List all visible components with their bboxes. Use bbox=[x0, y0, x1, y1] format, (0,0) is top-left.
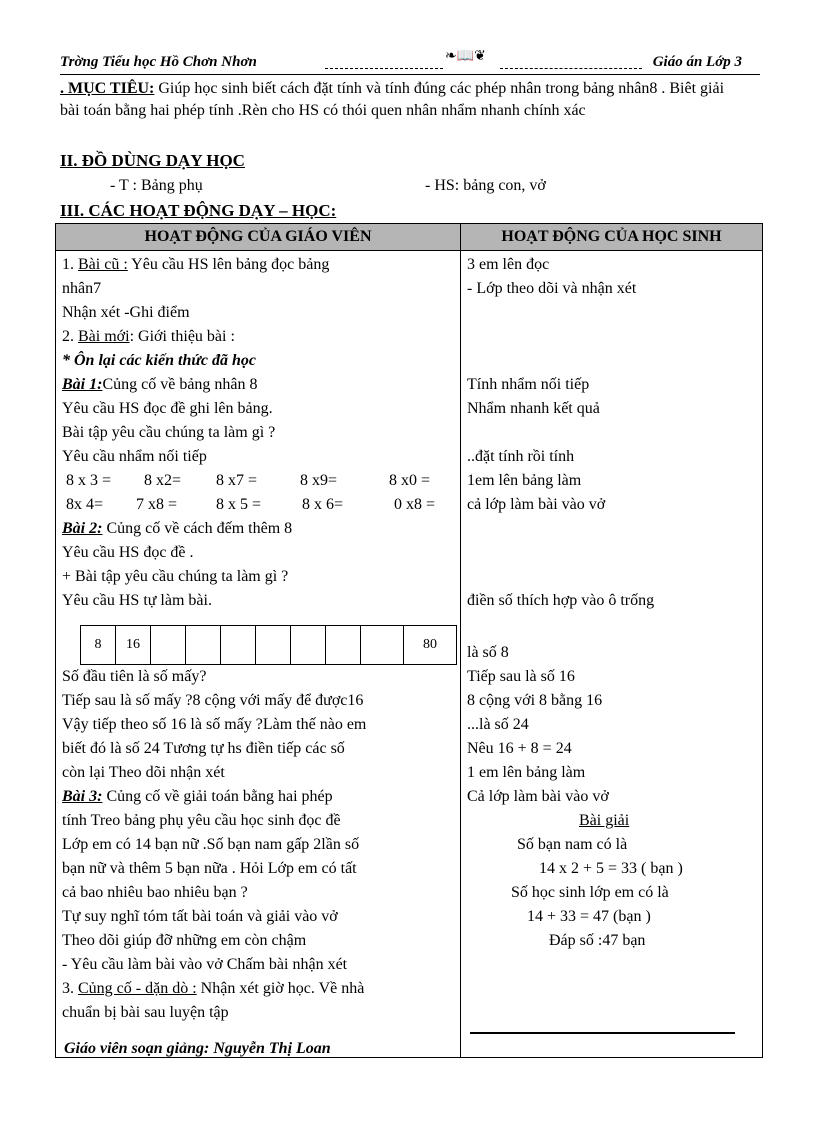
school-name: Trờng Tiểu học Hồ Chơn Nhơn bbox=[60, 54, 257, 70]
sequence-cell: 16 bbox=[116, 626, 151, 664]
teacher-line: cả bao nhiêu bao nhiêu bạn ? bbox=[62, 884, 248, 901]
teacher-line: Bài tập yêu cầu chúng ta làm gì ? bbox=[62, 424, 276, 441]
student-line: Nhẩm nhanh kết quả bbox=[467, 400, 600, 417]
teacher-line: Yêu cầu nhẩm nối tiếp bbox=[62, 448, 207, 465]
student-line: - Lớp theo dõi và nhận xét bbox=[467, 280, 637, 297]
teacher-line: Yêu cầu HS tự làm bài. bbox=[62, 592, 212, 609]
teacher-line: Vậy tiếp theo số 16 là số mấy ?Làm thế nào em bbox=[62, 716, 367, 733]
sequence-cell bbox=[361, 626, 404, 664]
materials-heading-text: II. ĐỒ DÙNG DẠY HỌC bbox=[60, 151, 245, 170]
teacher-line: biết đó là số 24 Tương tự hs điền tiếp các số bbox=[62, 740, 345, 757]
student-line: Số bạn nam có là bbox=[517, 836, 628, 853]
student-line: Số học sinh lớp em có là bbox=[511, 884, 669, 901]
teacher-line: Số đầu tiên là số mấy? bbox=[62, 668, 207, 685]
page-header bbox=[60, 49, 760, 74]
sequence-cell bbox=[256, 626, 291, 664]
sequence-cell bbox=[326, 626, 361, 664]
activities-heading bbox=[60, 200, 336, 222]
exercise-2-title: Bài 2: Củng cố về cách đếm thêm 8 bbox=[62, 520, 293, 537]
activities-heading-text: III. CÁC HOẠT ĐỘNG DẠY – HỌC: bbox=[60, 201, 337, 220]
student-line: 14 x 2 + 5 = 33 ( bạn ) bbox=[539, 860, 683, 877]
student-line: ..đặt tính rồi tính bbox=[467, 448, 575, 465]
student-line: điền số thích hợp vào ô trống bbox=[467, 592, 655, 609]
teacher-column: 1. Bài cũ : Yêu cầu HS lên bảng đọc bảng nhân7 Nhận xét -Ghi điểm 2. Bài mới: Giới thiệu bài : * Ôn lại các kiến thức đã học Bài 1:Củng cố về bảng nhân 8 Yêu cầu HS đọc đề ghi lên bảng. Bài tập yêu cầu chúng ta làm gì ? Yêu cầu nhẩm nối tiếp 8 x 3 = 8 x2= 8 x7 = 8 x9= 8 x0 = 8x 4= 7 x8 = 8 x 5 = 8 x 6= 0 x8 = Bài 2: Củng cố về cách đếm thêm 8 Yêu cầu HS đọc đề . + Bài tập yêu cầu chúng ta làm gì ? Yêu cầu HS tự làm bài. Số đầu tiên là số mấy? Tiếp sau là số mấy ?8 cộng với mấy để được16 Vậy tiếp theo số 16 là số mấy ?Làm thế nào em biết đó là số 24 Tương tự hs điền tiếp các số còn lại Theo dõi nhận xét Bài 3: Củng cố về giải toán bằng hai phép tính Treo bảng phụ yêu cầu học sinh đọc đề Lớp em có 14 bạn nữ .Số bạn nam gấp 2lần số bạn nữ và thêm 5 bạn nữa . Hỏi Lớp em có tất cả bao nhiêu bao nhiêu bạn ? Tự suy nghĩ tóm tất bài toán và giải vào vở Theo dõi giúp đỡ những em còn chậm - Yêu cầu làm bài vào vở Chấm bài nhận xét 3. Củng cố - dặn dò : Nhận xét giờ học. Về nhà chuẩn bị bài sau luyện tập bbox=[56, 251, 461, 1058]
column-header-student: HOẠT ĐỘNG CỦA HỌC SINH bbox=[461, 224, 763, 251]
teacher-signature: Giáo viên soạn giảng: Nguyễn Thị Loan bbox=[64, 1040, 331, 1057]
teacher-line: Lớp em có 14 bạn nữ .Số bạn nam gấp 2lần số bbox=[62, 836, 360, 853]
student-line: 1em lên bảng làm bbox=[467, 472, 582, 489]
sequence-cell bbox=[221, 626, 256, 664]
sequence-cell: 80 bbox=[423, 637, 437, 652]
counting-sequence-box bbox=[80, 625, 457, 665]
exercise-3-title: Bài 3: Củng cố về giải toán bằng hai phép bbox=[62, 788, 333, 805]
teacher-line: bạn nữ và thêm 5 bạn nữa . Hỏi Lớp em có tất bbox=[62, 860, 357, 877]
student-line: cả lớp làm bài vào vở bbox=[467, 496, 606, 513]
teacher-line: Yêu cầu HS đọc đề ghi lên bảng. bbox=[62, 400, 273, 417]
teacher-line: 2. Bài mới: Giới thiệu bài : bbox=[62, 328, 235, 345]
teacher-line: 1. Bài cũ : Yêu cầu HS lên bảng đọc bảng bbox=[62, 256, 330, 273]
subject-label: Giáo án Lớp 3 bbox=[652, 54, 742, 70]
student-line: 3 em lên đọc bbox=[467, 256, 550, 273]
teacher-line: Nhận xét -Ghi điểm bbox=[62, 304, 190, 321]
teacher-line: - Yêu cầu làm bài vào vở Chấm bài nhận xét bbox=[62, 956, 348, 973]
teacher-line: còn lại Theo dõi nhận xét bbox=[62, 764, 225, 781]
teacher-line: 3. Củng cố - dặn dò : Nhận xét giờ học. Về nhà bbox=[62, 980, 365, 997]
footer-rule bbox=[470, 1032, 735, 1034]
exercise-1-title: Bài 1:Củng cố về bảng nhân 8 bbox=[62, 376, 258, 393]
materials-heading bbox=[60, 150, 245, 172]
student-line: 14 + 33 = 47 (bạn ) bbox=[527, 908, 651, 925]
materials-student: - HS: bảng con, vở bbox=[425, 177, 546, 194]
objective-text: Giúp học sinh biết cách đặt tính và tính đúng các phép nhân trong bảng nhân8 . Biêt giải bài toán bằng hai phép tính .Rèn cho HS có thói quen nhân nhẩm nhanh chính xác bbox=[60, 80, 725, 119]
student-line: 8 cộng với 8 bằng 16 bbox=[467, 692, 603, 709]
header-rule bbox=[60, 74, 760, 75]
sequence-cell bbox=[151, 626, 186, 664]
student-line: Cả lớp làm bài vào vở bbox=[467, 788, 609, 805]
teacher-line: + Bài tập yêu cầu chúng ta làm gì ? bbox=[62, 568, 289, 585]
student-line: là số 8 bbox=[467, 644, 509, 661]
teacher-line: Yêu cầu HS đọc đề . bbox=[62, 544, 194, 561]
teacher-line: chuẩn bị bài sau luyện tập bbox=[62, 1004, 229, 1021]
header-dash-right bbox=[500, 68, 642, 69]
student-line: Tiếp sau là số 16 bbox=[467, 668, 575, 685]
sequence-cell: 8 bbox=[81, 626, 116, 664]
sequence-cell bbox=[186, 626, 221, 664]
student-line: 1 em lên bảng làm bbox=[467, 764, 586, 781]
solution-heading: Bài giải bbox=[579, 812, 630, 829]
sequence-cell bbox=[291, 626, 326, 664]
objective-paragraph bbox=[60, 78, 730, 122]
student-line: Nêu 16 + 8 = 24 bbox=[467, 740, 572, 757]
teacher-line: Tự suy nghĩ tóm tất bài toán và giải vào vở bbox=[62, 908, 338, 925]
objective-label: . MỤC TIÊU: bbox=[60, 80, 155, 97]
teacher-line: Tiếp sau là số mấy ?8 cộng với mấy để được16 bbox=[62, 692, 364, 709]
teacher-line: Theo dõi giúp đỡ những em còn chậm bbox=[62, 932, 307, 949]
answer-line: Đáp số :47 bạn bbox=[549, 932, 646, 949]
student-line: Tính nhẩm nối tiếp bbox=[467, 376, 590, 393]
student-column bbox=[461, 251, 763, 1058]
book-ornament-icon: ❧📖❦ bbox=[445, 49, 486, 64]
column-header-teacher: HOẠT ĐỘNG CỦA GIÁO VIÊN bbox=[56, 224, 461, 251]
teacher-line: nhân7 bbox=[62, 280, 102, 297]
materials-teacher: - T : Bảng phụ bbox=[110, 177, 203, 194]
student-line: ...là số 24 bbox=[467, 716, 529, 733]
teacher-line: * Ôn lại các kiến thức đã học bbox=[62, 352, 257, 369]
header-dash-left bbox=[325, 68, 443, 69]
teacher-line: tính Treo bảng phụ yêu cầu học sinh đọc đề bbox=[62, 812, 341, 829]
